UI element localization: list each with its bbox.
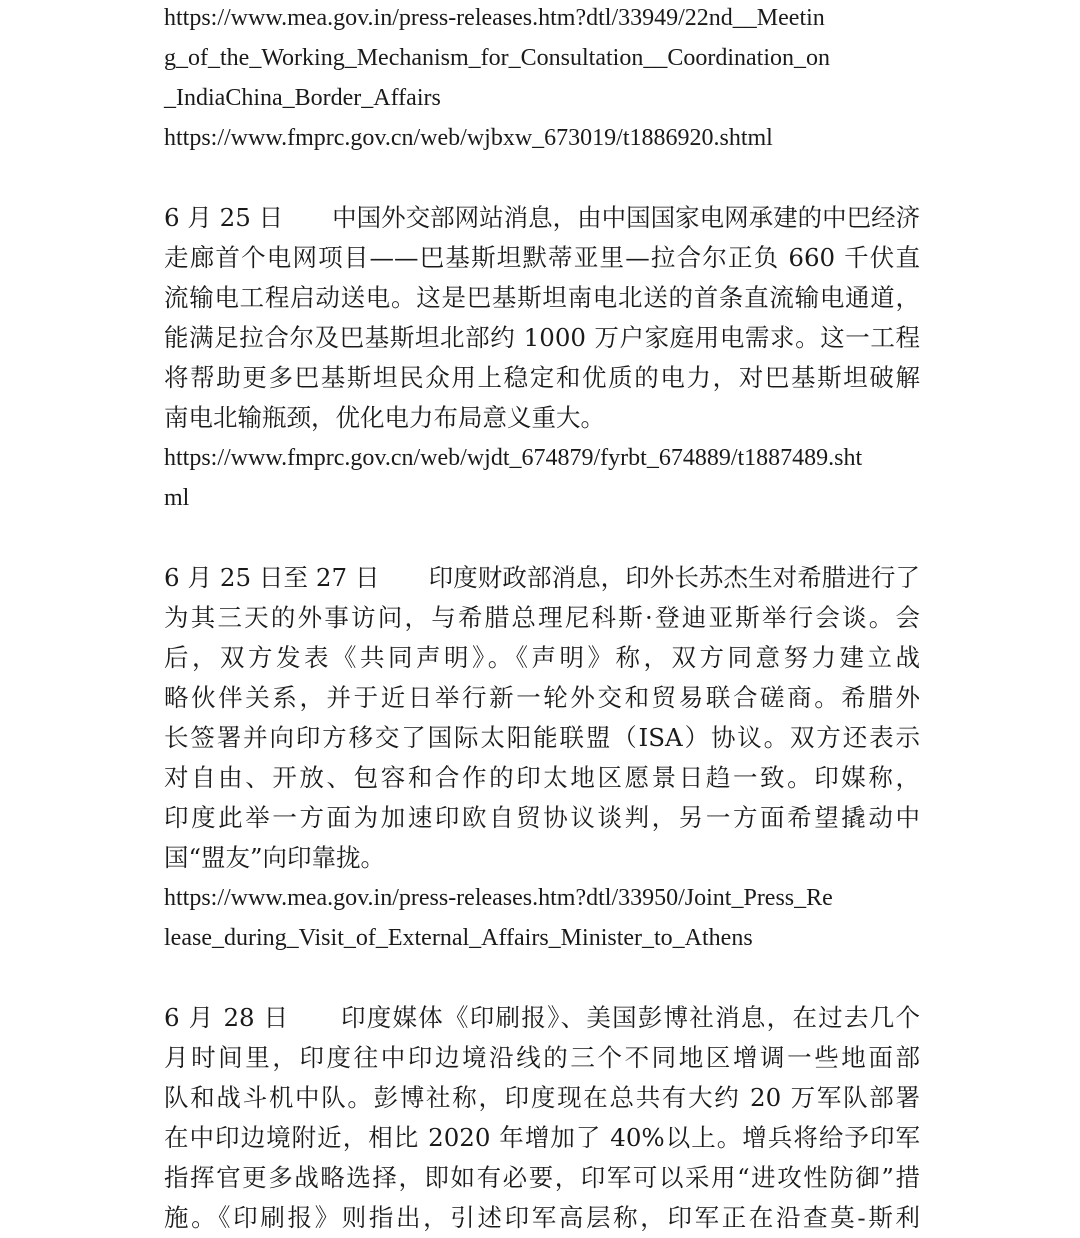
source-url-line[interactable]: https://www.mea.gov.in/press-releases.htm?dtl/33950/Joint_Press_Re	[164, 885, 833, 911]
entry-text-line: 略伙伴关系，并于近日举行新一轮外交和贸易联合磋商。希腊外	[164, 683, 920, 712]
entry-text-line: 6 月 25 日至 27 日 印度财政部消息，印外长苏杰生对希腊进行了	[164, 563, 920, 592]
source-url-line[interactable]: _IndiaChina_Border_Affairs	[164, 85, 441, 111]
document-text-column	[164, 0, 920, 1238]
entry-text-line: 在中印边境附近，相比 2020 年增加了 40%以上。增兵将给予印军	[164, 1123, 920, 1152]
entry-text-line: 为其三天的外事访问，与希腊总理尼科斯·登迪亚斯举行会谈。会	[164, 603, 920, 632]
entry-text-line: 6 月 28 日 印度媒体《印刷报》、美国彭博社消息，在过去几个	[164, 1003, 920, 1032]
source-url-line[interactable]: ml	[164, 485, 190, 511]
entry-text-line: 指挥官更多战略选择，即如有必要，印军可以采用“进攻性防御”措	[164, 1163, 920, 1192]
entry-text-line: 南电北输瓶颈，优化电力布局意义重大。	[164, 403, 605, 432]
entry-text-line: 能满足拉合尔及巴基斯坦北部约 1000 万户家庭用电需求。这一工程	[164, 323, 920, 352]
source-url-line[interactable]: g_of_the_Working_Mechanism_for_Consultation__Coordination_on	[164, 45, 830, 71]
entry-text-line: 流输电工程启动送电。这是巴基斯坦南电北送的首条直流输电通道，	[164, 283, 920, 312]
source-url-line[interactable]: https://www.mea.gov.in/press-releases.htm?dtl/33949/22nd__Meetin	[164, 5, 825, 31]
entry-text-line: 将帮助更多巴基斯坦民众用上稳定和优质的电力，对巴基斯坦破解	[164, 363, 920, 392]
paragraph-gap	[164, 958, 920, 998]
source-url-line[interactable]: https://www.fmprc.gov.cn/web/wjbxw_673019/t1886920.shtml	[164, 125, 773, 151]
entry-text-line: 对自由、开放、包容和合作的印太地区愿景日趋一致。印媒称，	[164, 763, 920, 792]
entry-text-line: 走廊首个电网项目——巴基斯坦默蒂亚里—拉合尔正负 660 千伏直	[164, 243, 920, 272]
entry-text-line: 施。《印刷报》则指出，引述印军高层称，印军正在沿查莫-斯利	[164, 1203, 920, 1232]
entry-text-line: 后，双方发表《共同声明》。《声明》称，双方同意努力建立战	[164, 643, 920, 672]
paragraph-gap	[164, 158, 920, 198]
entry-text-line: 国“盟友”向印靠拢。	[164, 843, 386, 872]
entry-text-line: 长签署并向印方移交了国际太阳能联盟（ISA）协议。双方还表示	[164, 723, 920, 752]
entry-text-line: 印度此举一方面为加速印欧自贸协议谈判，另一方面希望撬动中	[164, 803, 920, 832]
entry-text-line: 6 月 25 日 中国外交部网站消息，由中国国家电网承建的中巴经济	[164, 203, 921, 232]
source-url-line[interactable]: https://www.fmprc.gov.cn/web/wjdt_674879/fyrbt_674889/t1887489.sht	[164, 445, 863, 471]
paragraph-gap	[164, 518, 920, 558]
entry-text-line: 队和战斗机中队。彭博社称，印度现在总共有大约 20 万军队部署	[164, 1083, 920, 1112]
entry-text-line: 月时间里，印度往中印边境沿线的三个不同地区增调一些地面部	[164, 1043, 920, 1072]
source-url-line[interactable]: lease_during_Visit_of_External_Affairs_Minister_to_Athens	[164, 925, 753, 951]
